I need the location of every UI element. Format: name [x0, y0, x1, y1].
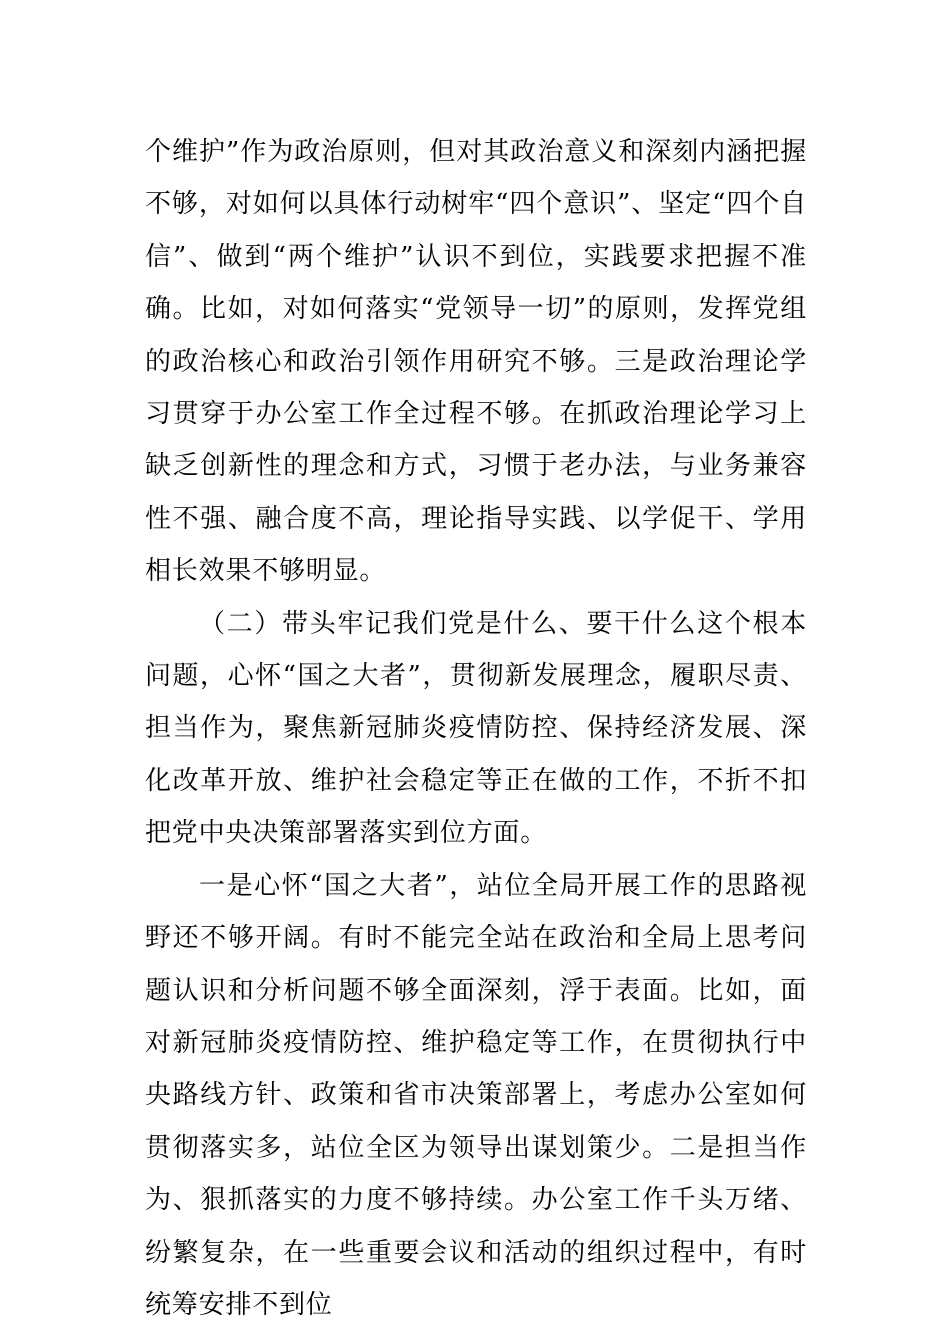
paragraph-section-heading: （二）带头牢记我们党是什么、要干什么这个根本问题，心怀“国之大者”，贯彻新发展理念，履职尽责、担当作为，聚焦新冠肺炎疫情防控、保持经济发展、深化改革开放、维护社会稳定等正在做的工作，不折不扣把党中央决策部署落实到位方面。	[145, 608, 807, 849]
document-body	[145, 126, 807, 1331]
paragraph-point-one: 一是心怀“国之大者”，站位全局开展工作的思路视野还不够开阔。有时不能完全站在政治和全局上思考问题认识和分析问题不够全面深刻，浮于表面。比如，面对新冠肺炎疫情防控、维护稳定等工作，在贯彻执行中央路线方针、政策和省市决策部署上，考虑办公室如何贯彻落实多，站位全区为领导出谋划策少。二是担当作为、狠抓落实的力度不够持续。办公室工作千头万绪、纷繁复杂，在一些重要会议和活动的组织过程中，有时统筹安排不到位	[145, 870, 807, 1320]
paragraph-continuation: 个维护”作为政治原则，但对其政治意义和深刻内涵把握不够，对如何以具体行动树牢“四个意识”、坚定“四个自信”、做到“两个维护”认识不到位，实践要求把握不准确。比如，对如何落实“党领导一切”的原则，发挥党组的政治核心和政治引领作用研究不够。三是政治理论学习贯穿于办公室工作全过程不够。在抓政治理论学习上缺乏创新性的理念和方式，习惯于老办法，与业务兼容性不强、融合度不高，理论指导实践、以学促干、学用相长效果不够明显。	[145, 137, 807, 587]
